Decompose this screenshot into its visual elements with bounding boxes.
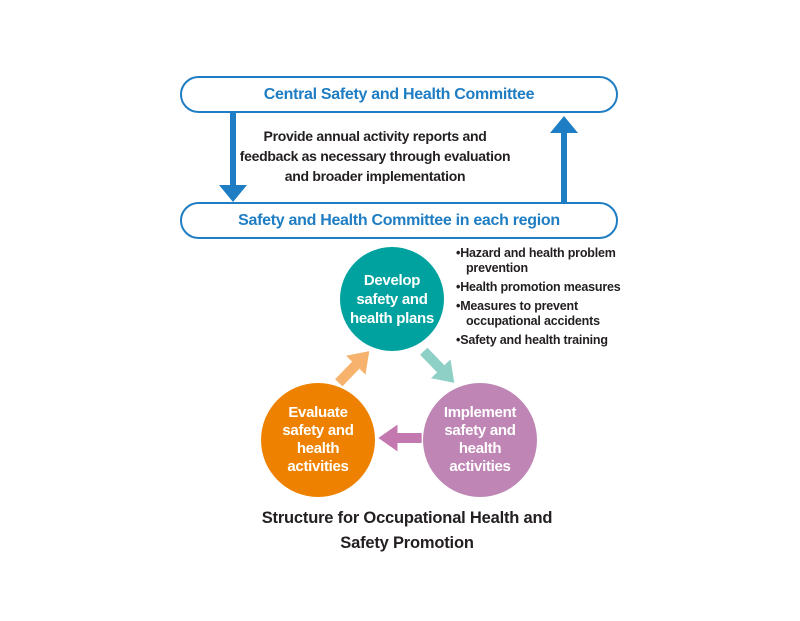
evaluate-activities-line: safety and [282, 422, 354, 439]
activity-item: • Safety and health training [456, 333, 636, 348]
regional-committee-box [180, 202, 618, 239]
diagram-caption-line: Structure for Occupational Health and [261, 509, 553, 527]
implement-activities-line: health [458, 440, 502, 457]
regional-committee-label: Safety and Health Committee in each region [238, 211, 560, 229]
develop-plans-line: Develop [363, 271, 421, 289]
up-arrow-head [550, 116, 578, 133]
implement-activities-line: activities [449, 458, 511, 475]
activity-item: • Health promotion measures [456, 280, 636, 295]
activity-list [456, 246, 636, 352]
central-committee-box [180, 76, 618, 113]
activity-item: • Measures to prevent occupational accidents [456, 299, 636, 329]
reporting-note-line: and broader implementation [284, 168, 466, 184]
diagram-caption-line: Safety Promotion [340, 534, 474, 552]
implement-activities-circle [423, 383, 537, 497]
implement-activities-line: safety and [444, 422, 516, 439]
up-arrow-shaft [561, 132, 567, 202]
develop-plans-line: health plans [350, 309, 434, 327]
implement-activities-line: Implement [443, 404, 517, 421]
evaluate-activities-line: health [296, 440, 340, 457]
reporting-note [215, 126, 535, 186]
activity-item: • Hazard and health problem prevention [456, 246, 636, 276]
evaluate-activities-line: Evaluate [288, 404, 348, 421]
evaluate-activities-line: activities [287, 458, 349, 475]
reporting-note-line: Provide annual activity reports and [263, 128, 487, 144]
down-arrow-head [219, 185, 247, 202]
diagram-caption [205, 506, 609, 556]
develop-plans-line: safety and [356, 290, 428, 308]
reporting-note-line: feedback as necessary through evaluation [239, 148, 511, 164]
evaluate-activities-circle [261, 383, 375, 497]
develop-plans-circle [340, 247, 444, 351]
central-committee-label: Central Safety and Health Committee [263, 85, 535, 103]
cycle-arrow-implement-to-evaluate-icon [378, 423, 422, 453]
